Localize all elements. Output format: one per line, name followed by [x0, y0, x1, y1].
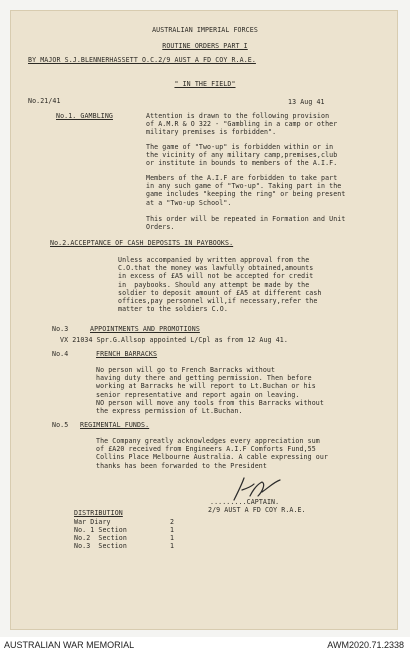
distribution-count: 1 [170, 542, 175, 550]
section-1-heading: No.1. GAMBLING [56, 112, 113, 120]
distribution-row: War Diary [74, 518, 111, 526]
section-3-heading: APPOINTMENTS AND PROMOTIONS [90, 325, 200, 333]
signature-rank: .........CAPTAIN. [210, 498, 280, 506]
distribution-heading: DISTRIBUTION [74, 509, 123, 517]
section-4-body: No person will go to French Barracks without having duty there and getting permission. Then before working at Barracks he will report to Lt.Buchan or his senior representative and report again on leaving. NO person will move any tools from this Barracks without the express permission of Lt.Buchan. [96, 366, 324, 416]
document-location: " IN THE FIELD" [174, 80, 236, 88]
section-1-para-4: This order will be repeated in Formation and Unit Orders. [146, 215, 346, 232]
distribution-row: No.2 Section [74, 534, 127, 542]
section-5-number: No.5 [52, 421, 69, 429]
section-4-number: No.4 [52, 350, 69, 358]
section-5-heading: REGIMENTAL FUNDS. [80, 421, 150, 429]
section-4-heading: FRENCH BARRACKS [96, 350, 158, 358]
distribution-count: 2 [170, 518, 175, 526]
signature-unit: 2/9 AUST A FD COY R.A.E. [208, 506, 306, 514]
section-1-para-3: Members of the A.I.F are forbidden to take part in any such game of "Two-up". Taking part in the game includes "keeping the ring" or being present at a "Two-up School". [146, 174, 346, 207]
document-byline: BY MAJOR S.J.BLENNERHASSETT O.C.2/9 AUST A FD COY R.A.E. [28, 56, 256, 64]
section-2-body: Unless accompanied by written approval from the C.O.that the money was lawfully obtained,amounts in excess of £A5 will not be accepted for credit in paybooks. Should any attempt be made by the soldier to deposit amount of £A5 at different cash offices,pay personnel will,if necessary,refer the matter to the soldiers C.O. [118, 256, 322, 314]
section-3-body: VX 21034 Spr.G.Allsop appointed L/Cpl as from 12 Aug 41. [60, 336, 288, 344]
section-5-body: The Company greatly acknowledges every appreciation sum of £A20 received from Engineers A.I.F Comforts Fund,55 Collins Place Melbourne Australia. A cable expressing our thanks has been forwarded to the President [96, 437, 328, 470]
section-1-para-2: The game of "Two-up" is forbidden within or in the vicinity of any military camp,premises,club or institute in bounds to members of the A.I.F. [146, 143, 338, 168]
document-subtitle: ROUTINE ORDERS PART I [162, 42, 248, 50]
order-date: 13 Aug 41 [288, 98, 325, 106]
order-number: No.21/41 [28, 97, 61, 105]
section-3-number: No.3 [52, 325, 69, 333]
section-2-heading: No.2.ACCEPTANCE OF CASH DEPOSITS IN PAYBOOKS. [50, 239, 234, 247]
distribution-row: No.3 Section [74, 542, 127, 550]
section-1-para-1: Attention is drawn to the following provision of A.M.R & O 322 - "Gambling in a camp or other military premises is forbidden". [146, 112, 338, 137]
archive-footer [0, 637, 410, 653]
distribution-count: 1 [170, 526, 175, 534]
document-title: AUSTRALIAN IMPERIAL FORCES [152, 26, 258, 34]
footer-accession-number: AWM2020.71.2338 [327, 640, 404, 650]
distribution-row: No. 1 Section [74, 526, 127, 534]
footer-institution: AUSTRALIAN WAR MEMORIAL [4, 640, 135, 650]
document-page [10, 10, 398, 630]
distribution-count: 1 [170, 534, 175, 542]
